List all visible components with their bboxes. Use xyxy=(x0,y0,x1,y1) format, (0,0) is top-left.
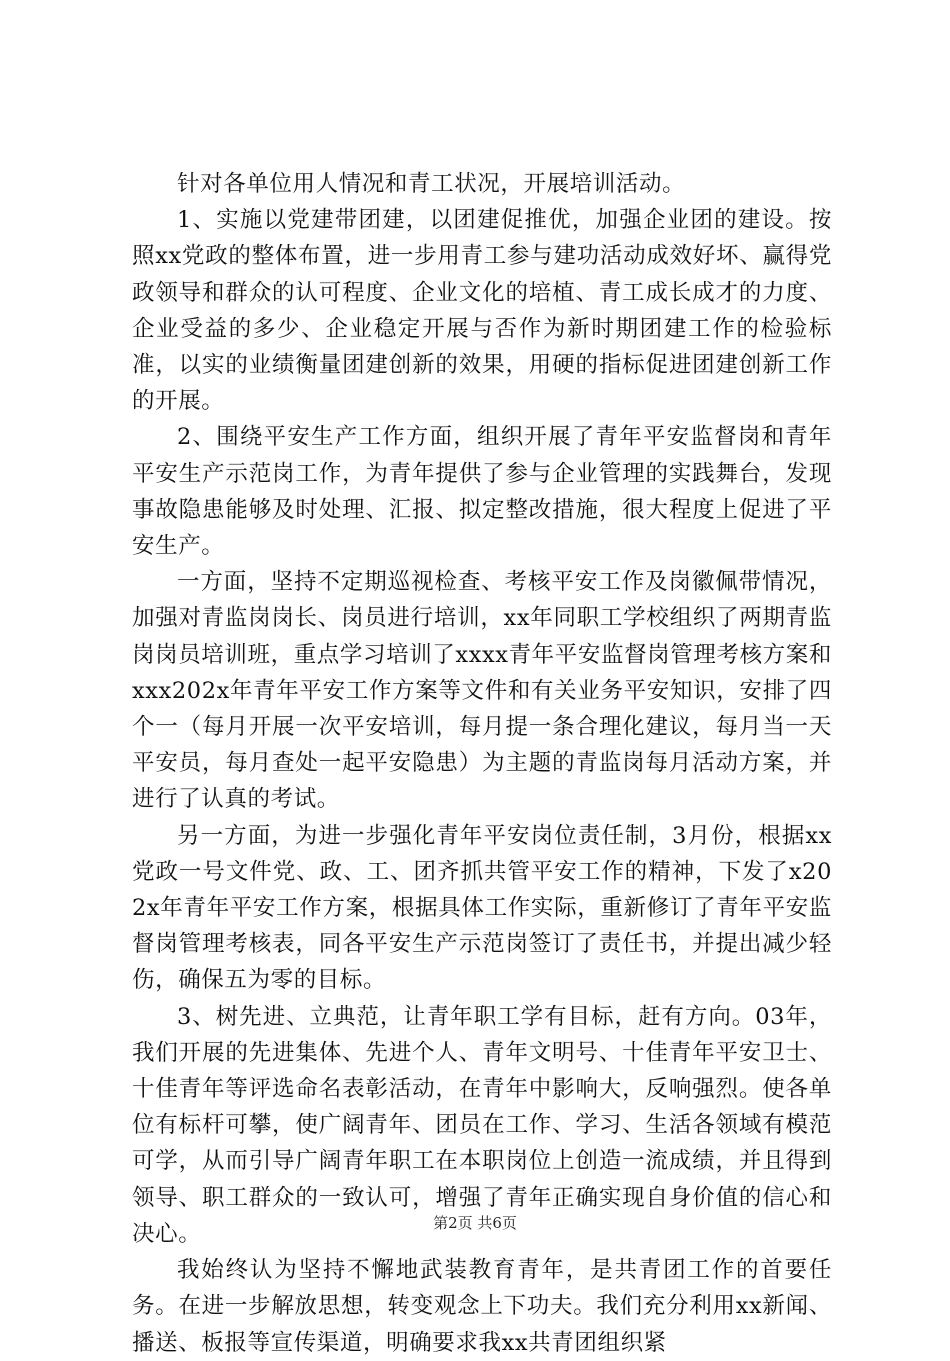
paragraph-responsibility-system: 另一方面，为进一步强化青年平安岗位责任制，3月份，根据xx党政一号文件党、政、工、团齐抓共管平安工作的精神，下发了x202x年青年平安工作方案，根据具体工作实际，重新修订了青年平安监督岗管理考核表，同各平安生产示范岗签订了责任书，并提出减少轻伤，确保五为零的目标。 xyxy=(132,822,832,994)
paragraph-advanced-models: 3、树先进、立典范，让青年职工学有目标，赶有方向。03年，我们开展的先进集体、先进个人、青年文明号、十佳青年平安卫士、十佳青年等评选命名表彰活动，在青年中影响大，反响强烈。使各单位有标杆可攀，使广阔青年、团员在工作、学习、生活各领域有模范可学，从而引导广阔青年职工在本职岗位上创造一流成绩，并且得到领导、职工群众的一致认可，增强了青年正确实现自身价值的信心和决心。 xyxy=(132,1003,832,1247)
page-number-footer: 第2页 共6页 xyxy=(433,1214,517,1232)
paragraph-training-activities: 针对各单位用人情况和青工状况，开展培训活动。 xyxy=(177,171,686,197)
paragraph-party-league-building: 1、实施以党建带团建，以团建促推优，加强企业团的建设。按照xx党政的整体布置，进一步用青工参与建功活动成效好坏、赢得党政领导和群众的认可程度、企业文化的培植、青工成长成才的力度、企业受益的多少、企业稳定开展与否作为新时期团建工作的检验标准，以实的业绩衡量团建创新的效果，用硬的指标促进团建创新工作的开展。 xyxy=(132,207,832,415)
paragraph-safety-production: 2、围绕平安生产工作方面，组织开展了青年平安监督岗和青年平安生产示范岗工作，为青年提供了参与企业管理的实践舞台，发现事故隐患能够及时处理、汇报、拟定整改措施，很大程度上促进了平安生产。 xyxy=(132,424,832,560)
paragraph-inspection-training: 一方面，坚持不定期巡视检查、考核平安工作及岗徽佩带情况，加强对青监岗岗长、岗员进行培训，xx年同职工学校组织了两期青监岗岗员培训班，重点学习培训了xxxx青年平安监督岗管理考核方案和xxx202x年青年平安工作方案等文件和有关业务平安知识，安排了四个一（每月开展一次平安培训，每月提一条合理化建议，每月当一天平安员，每月查处一起平安隐患）为主题的青监岗每月活动方案，并进行了认真的考试。 xyxy=(132,569,832,813)
document-body xyxy=(132,166,832,1361)
paragraph-youth-education: 我始终认为坚持不懈地武装教育青年，是共青团工作的首要任务。在进一步解放思想，转变观念上下功夫。我们充分利用xx新闻、播送、板报等宣传渠道，明确要求我xx共青团组织紧 xyxy=(132,1257,832,1356)
